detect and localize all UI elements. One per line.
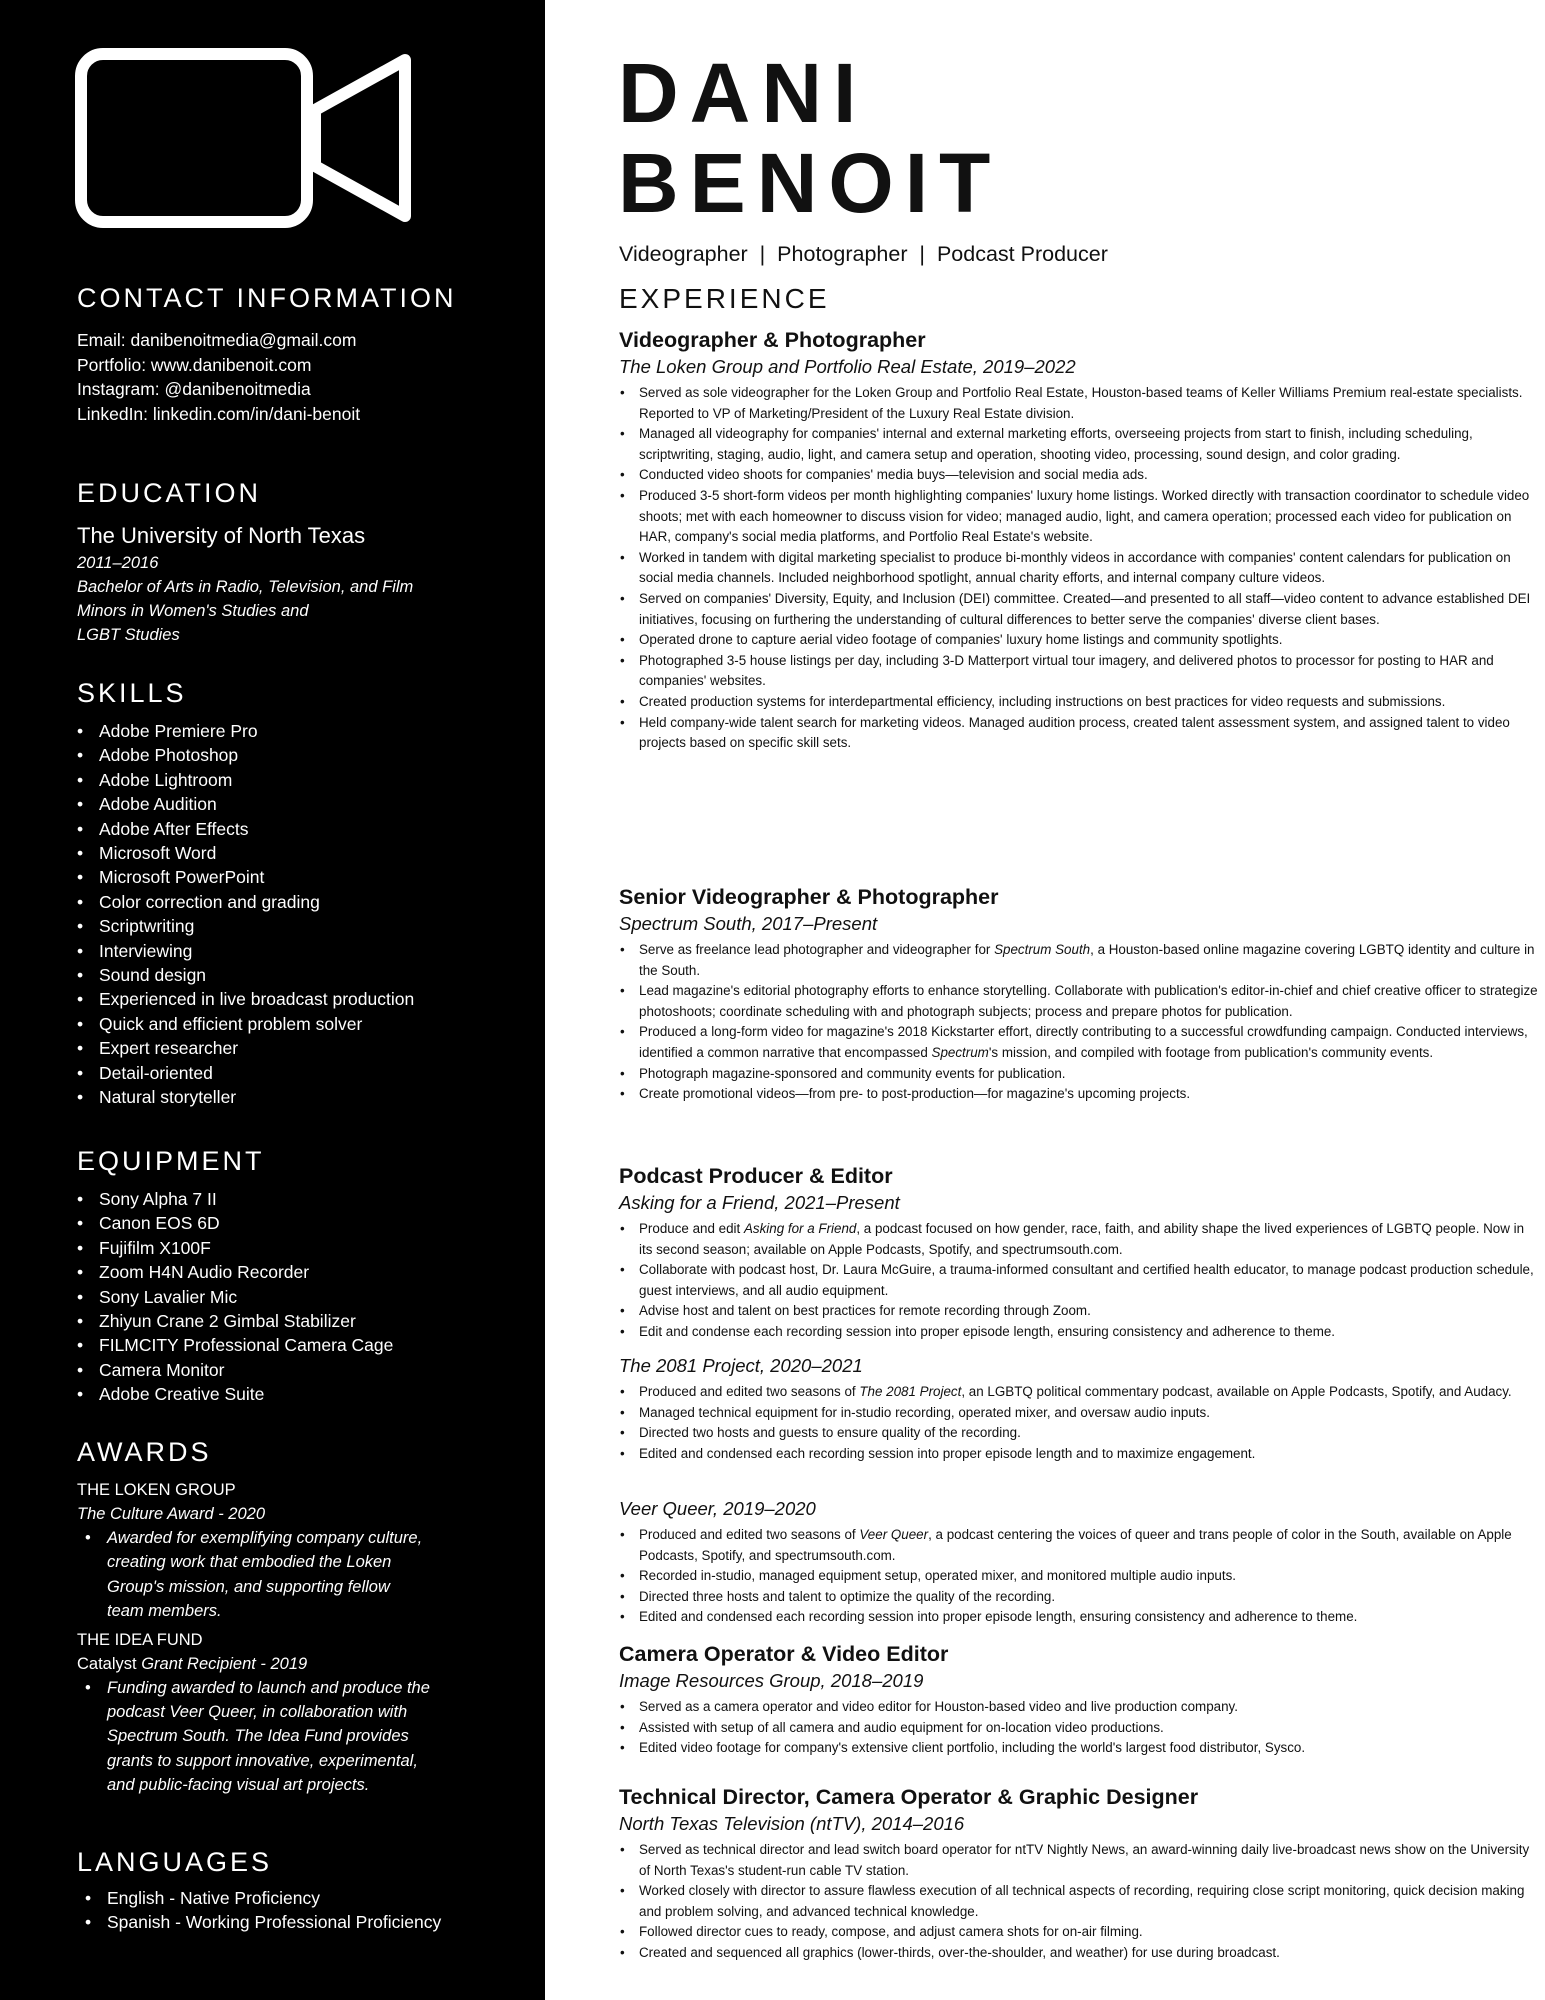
job-bullet: [639, 1881, 1539, 1922]
job-entry: [619, 1353, 1539, 1464]
bullet-text: Created production systems for interdepartmental efficiency, including instructions on best practices for video requests and submissions.: [639, 693, 1446, 709]
job-organization: North Texas Television (ntTV), 2014–2016: [619, 1813, 965, 1834]
job-bullet: [639, 1260, 1539, 1301]
bullet-text: Edited video footage for company's extensive client portfolio, including the world's largest food distributor, Sysco.: [639, 1740, 1306, 1756]
job-bullet: [639, 1943, 1539, 1964]
bullet-text: Asking for a Friend: [743, 1221, 857, 1236]
contact-linkedin: LinkedIn: linkedin.com/in/dani-benoit: [77, 403, 361, 424]
award-name: [77, 1652, 517, 1676]
job-bullet: [639, 692, 1539, 713]
name-last: BENOIT: [618, 136, 1002, 230]
bullet-text: , a podcast centering the voices of queer and trans people of color in the South, available on Apple Podcasts, Spotify, and spectrumsouth.com.: [639, 1527, 1512, 1563]
job-bullet: [639, 1587, 1539, 1608]
education-minors: Minors in Women's Studies and: [77, 602, 309, 620]
skill-item: • Sound design: [99, 963, 517, 987]
bullet-text: 's mission, and compiled with footage from publication's community events.: [988, 1044, 1434, 1060]
skill-item: • Quick and efficient problem solver: [99, 1012, 517, 1036]
job-bullet: [639, 383, 1539, 424]
job-bullet: [639, 1607, 1539, 1628]
bullet-text: Edited and condensed each recording session into proper episode length and to maximize engagement.: [639, 1445, 1256, 1461]
skill-item: • Expert researcher: [99, 1036, 517, 1060]
bullet-text: Serve as freelance lead photographer and videographer for: [639, 942, 995, 957]
education-years: 2011–2016: [77, 554, 159, 572]
award-name: [77, 1502, 517, 1526]
award-desc-list: [77, 1526, 517, 1624]
equipment-item: • Canon EOS 6D: [99, 1211, 517, 1235]
skill-item: • Adobe Premiere Pro: [99, 719, 517, 743]
bullet-text: Managed all videography for companies' internal and external marketing efforts, overseeing projects from start to finish, including scheduling, scriptwriting, staging, audio, light, and camera setup and operation, shooting video, processing, sound design, and color grading.: [639, 426, 1473, 462]
education-school: The University of North Texas: [77, 523, 366, 548]
bullet-text: Served as sole videographer for the Loken Group and Portfolio Real Estate, Houston-based teams of Keller Williams Premium real-estate specialists. Reported to VP of Marketing/President of the Luxury Real Estate division.: [639, 385, 1523, 421]
bullet-text: Served on companies' Diversity, Equity, and Inclusion (DEI) committee. Created—and presented to all staff—video content to advance established DEI initiatives, focusing on furthering the understanding of cultural differences to better serve the companies' diverse client bases.: [639, 590, 1531, 627]
equipment-item: • Fujifilm X100F: [99, 1236, 517, 1260]
bullet-text: Assisted with setup of all camera and audio equipment for on-location video productions.: [639, 1719, 1164, 1735]
bullet-text: Produced 3-5 short-form videos per month highlighting companies' luxury home listings. Worked directly with transaction coordinator to schedule video shoots; met with each homeowner to discuss vision for video; managed audio, light, and camera operation; processed each video for publication on HAR, company's social media platforms, and Portfolio Real Estate's website.: [639, 487, 1530, 545]
award-item: [77, 1478, 517, 1624]
language-item: • English - Native Proficiency: [107, 1886, 517, 1910]
job-title: Senior Videographer & Photographer: [619, 885, 999, 909]
skills-heading: SKILLS: [77, 678, 187, 708]
bullet-text: Collaborate with podcast host, Dr. Laura McGuire, a trauma-informed consultant and certified health educator, to manage podcast production schedule, guest interviews, and all audio equipment.: [639, 1262, 1534, 1298]
job-bullets: [619, 1219, 1539, 1343]
job-bullet: [639, 981, 1539, 1022]
equipment-item: • Adobe Creative Suite: [99, 1382, 517, 1406]
job-bullet: [639, 1403, 1539, 1424]
bullet-text: Served as a camera operator and video editor for Houston-based video and live production company.: [639, 1699, 1238, 1714]
job-bullet: [639, 1738, 1539, 1759]
job-bullet: [639, 1840, 1539, 1881]
job-bullets: [619, 1382, 1539, 1464]
skill-item: • Experienced in live broadcast production: [99, 987, 517, 1011]
experience-heading: EXPERIENCE: [619, 283, 830, 314]
bullet-text: Operated drone to capture aerial video footage of companies' luxury home listings and community spotlights.: [639, 632, 1283, 648]
bullet-text: Produce and edit: [639, 1221, 744, 1236]
awards-heading: AWARDS: [77, 1437, 212, 1467]
bullet-text: Produced a long-form video for magazine's 2018 Kickstarter effort, directly contributing to a successful crowdfunding campaign. Conducted interviews, identified a common narrative that encompassed: [639, 1024, 1528, 1060]
job-organization: Image Resources Group, 2018–2019: [619, 1670, 924, 1691]
sidebar: [0, 0, 545, 2000]
bullet-text: Directed two hosts and guests to ensure quality of the recording.: [639, 1425, 1021, 1441]
name-first: DANI: [618, 46, 868, 140]
skill-item: • Adobe Lightroom: [99, 768, 517, 792]
job-entry: [619, 326, 1539, 754]
award-item: [77, 1628, 517, 1798]
job-bullets: [619, 1697, 1539, 1759]
job-bullet: [639, 1084, 1539, 1105]
education-heading: EDUCATION: [77, 478, 262, 508]
bullet-text: Directed three hosts and talent to optimize the quality of the recording.: [639, 1588, 1056, 1604]
bullet-text: , an LGBTQ political commentary podcast, available on Apple Podcasts, Spotify, and Audacy.: [961, 1384, 1512, 1399]
bullet-text: Edit and condense each recording session into proper episode length, ensuring consistency and adherence to theme.: [639, 1323, 1336, 1339]
bullet-text: Created and sequenced all graphics (lower-thirds, over-the-shoulder, and weather) for use during broadcast.: [639, 1944, 1280, 1960]
bullet-text: Followed director cues to ready, compose, and adjust camera shots for on-air filming.: [639, 1924, 1143, 1940]
award-desc: • Awarded for exemplifying company culture, creating work that embodied the Loken Group's mission, and supporting fellow team members.: [107, 1526, 427, 1624]
job-entry: [619, 1162, 1539, 1343]
equipment-item: • FILMCITY Professional Camera Cage: [99, 1333, 517, 1357]
skill-item: • Microsoft PowerPoint: [99, 865, 517, 889]
languages-heading: LANGUAGES: [77, 1847, 273, 1877]
bullet-text: Advise host and talent on best practices for remote recording through Zoom.: [639, 1303, 1091, 1319]
job-bullet: [639, 1022, 1539, 1063]
equipment-section: [77, 1146, 517, 1407]
equipment-item: • Zhiyun Crane 2 Gimbal Stabilizer: [99, 1309, 517, 1333]
equipment-item: • Sony Alpha 7 II: [99, 1187, 517, 1211]
bullet-text: , a podcast focused on how gender, race, faith, and ability shape the lived experiences of LGBTQ people. Now in its second season; available on Apple Podcasts, Spotify, and spectrumsouth.com.: [639, 1221, 1525, 1257]
job-organization: Spectrum South, 2017–Present: [619, 913, 878, 934]
bullet-text: Edited and condensed each recording session into proper episode length, ensuring consistency and adherence to theme.: [639, 1609, 1358, 1625]
job-bullet: [639, 1444, 1539, 1465]
tagline: Videographer | Photographer | Podcast Producer: [619, 242, 1108, 266]
bullet-text: Managed technical equipment for in-studio recording, operated mixer, and oversaw audio inputs.: [639, 1404, 1210, 1420]
bullet-text: Worked in tandem with digital marketing specialist to produce bi-monthly videos in accordance with companies' content calendars for publication on social media channels. Included neighborhood spotlight, annual charity efforts, and internal company culture videos.: [639, 549, 1511, 586]
bullet-text: Lead magazine's editorial photography efforts to enhance storytelling. Collaborate with publication's editor-in-chief and chief creative officer to strategize photoshoots; coordinate scheduling with and photograph subjects; process and prepare photos for publication.: [639, 983, 1538, 1019]
skill-item: • Adobe Audition: [99, 792, 517, 816]
bullet-text: Produced and edited two seasons of: [639, 1384, 860, 1399]
job-title: Camera Operator & Video Editor: [619, 1642, 949, 1666]
job-bullet: [639, 1382, 1539, 1403]
job-bullet: [639, 630, 1539, 651]
job-bullet: [639, 1718, 1539, 1739]
job-bullet: [639, 940, 1539, 981]
contact-portfolio: Portfolio: www.danibenoit.com: [77, 354, 312, 375]
video-camera-icon: [75, 48, 415, 228]
skill-item: • Adobe Photoshop: [99, 743, 517, 767]
education-section: [77, 478, 517, 647]
job-bullet: [639, 1423, 1539, 1444]
job-bullet: [639, 713, 1539, 754]
bullet-text: Served as technical director and lead switch board operator for ntTV Nightly News, an award-winning daily live-broadcast news show on the University of North Texas's student-run cable TV station.: [639, 1842, 1530, 1878]
job-bullet: [639, 1922, 1539, 1943]
bullet-text: Spectrum South: [994, 942, 1091, 957]
job-title: Technical Director, Camera Operator & Graphic Designer: [619, 1785, 1199, 1809]
languages-section: [77, 1847, 517, 1935]
award-desc-list: [77, 1676, 517, 1798]
bullet-text: Worked closely with director to assure flawless execution of all technical aspects of recording, requiring close script monitoring, quick decision making and problem solving, and advanced technical knowledge.: [639, 1883, 1525, 1919]
bullet-text: Photograph magazine-sponsored and community events for publication.: [639, 1065, 1066, 1081]
job-bullet: [639, 1219, 1539, 1260]
job-bullet: [639, 486, 1539, 548]
job-organization: The Loken Group and Portfolio Real Estate, 2019–2022: [619, 356, 1076, 377]
job-organization: The 2081 Project, 2020–2021: [619, 1355, 863, 1376]
contact-email: Email: danibenoitmedia@gmail.com: [77, 330, 357, 350]
job-bullets: [619, 940, 1539, 1105]
education-degree: Bachelor of Arts in Radio, Television, and Film: [77, 578, 414, 596]
award-org: THE IDEA FUND: [77, 1630, 203, 1649]
bullet-text: Conducted video shoots for companies' media buys—television and social media ads.: [639, 467, 1148, 483]
job-bullet: [639, 465, 1539, 486]
job-bullets: [619, 1525, 1539, 1628]
skill-item: • Natural storyteller: [99, 1085, 517, 1109]
job-bullet: [639, 1525, 1539, 1566]
equipment-item: • Camera Monitor: [99, 1358, 517, 1382]
award-name-text: Grant Recipient - 2019: [141, 1654, 308, 1673]
skill-item: • Interviewing: [99, 939, 517, 963]
award-org: THE LOKEN GROUP: [77, 1481, 236, 1499]
bullet-text: Recorded in-studio, managed equipment setup, operated mixer, and monitored multiple audio inputs.: [639, 1568, 1236, 1584]
awards-section: [77, 1437, 517, 1802]
skill-item: • Scriptwriting: [99, 914, 517, 938]
bullet-text: Veer Queer: [859, 1527, 929, 1542]
job-entry: [619, 1783, 1539, 1964]
language-item: • Spanish - Working Professional Proficiency: [107, 1910, 517, 1934]
bullet-text: Photographed 3-5 house listings per day, including 3-D Matterport virtual tour imagery, and delivered photos to processor for posting to HAR and companies' websites.: [639, 652, 1494, 689]
contact-heading: CONTACT INFORMATION: [77, 283, 457, 313]
job-bullets: [619, 383, 1539, 754]
skills-list: [77, 719, 517, 1110]
contact-instagram: Instagram: @danibenoitmedia: [77, 379, 311, 399]
job-entry: [619, 1496, 1539, 1628]
job-organization: Veer Queer, 2019–2020: [619, 1498, 816, 1519]
job-entry: [619, 1640, 1539, 1759]
job-organization: Asking for a Friend, 2021–Present: [619, 1192, 900, 1213]
bullet-text: Held company-wide talent search for marketing videos. Managed audition process, created talent assessment system, and assigned talent to video projects based on specific skill sets.: [639, 714, 1510, 751]
equipment-list: [77, 1187, 517, 1407]
bullet-text: The 2081 Project: [859, 1384, 962, 1399]
equipment-item: • Sony Lavalier Mic: [99, 1285, 517, 1309]
skill-item: • Detail-oriented: [99, 1061, 517, 1085]
job-bullet: [639, 1697, 1539, 1718]
main-content: [545, 0, 1545, 2000]
job-bullet: [639, 1301, 1539, 1322]
contact-section: [77, 283, 517, 426]
equipment-heading: EQUIPMENT: [77, 1146, 265, 1176]
education-minors-cont: LGBT Studies: [77, 626, 180, 644]
job-bullets: [619, 1840, 1539, 1964]
job-bullet: [639, 1064, 1539, 1085]
award-name-text: The Culture Award - 2020: [77, 1505, 266, 1523]
skill-item: • Color correction and grading: [99, 890, 517, 914]
job-bullet: [639, 651, 1539, 692]
bullet-text: , a Houston-based online magazine covering LGBTQ identity and culture in the South.: [639, 942, 1535, 978]
skills-section: [77, 678, 517, 1110]
job-bullet: [639, 1566, 1539, 1587]
bullet-text: Spectrum: [931, 1044, 989, 1060]
job-title: Videographer & Photographer: [619, 328, 926, 352]
job-bullet: [639, 1322, 1539, 1343]
skill-item: • Adobe After Effects: [99, 817, 517, 841]
job-entry: [619, 883, 1539, 1105]
bullet-text: Produced and edited two seasons of: [639, 1527, 860, 1542]
award-name-prefix: Catalyst: [77, 1654, 142, 1673]
award-desc: • Funding awarded to launch and produce the podcast Veer Queer, in collaboration with Spectrum South. The Idea Fund provides grants to support innovative, experimental, and public-facing visual art projects.: [107, 1676, 437, 1798]
equipment-item: • Zoom H4N Audio Recorder: [99, 1260, 517, 1284]
languages-list: [77, 1886, 517, 1935]
job-title: Podcast Producer & Editor: [619, 1164, 893, 1188]
job-bullet: [639, 589, 1539, 630]
job-bullet: [639, 548, 1539, 589]
job-bullet: [639, 424, 1539, 465]
bullet-text: Create promotional videos—from pre- to post-production—for magazine's upcoming projects.: [639, 1086, 1191, 1102]
candidate-name: [618, 48, 1001, 228]
skill-item: • Microsoft Word: [99, 841, 517, 865]
